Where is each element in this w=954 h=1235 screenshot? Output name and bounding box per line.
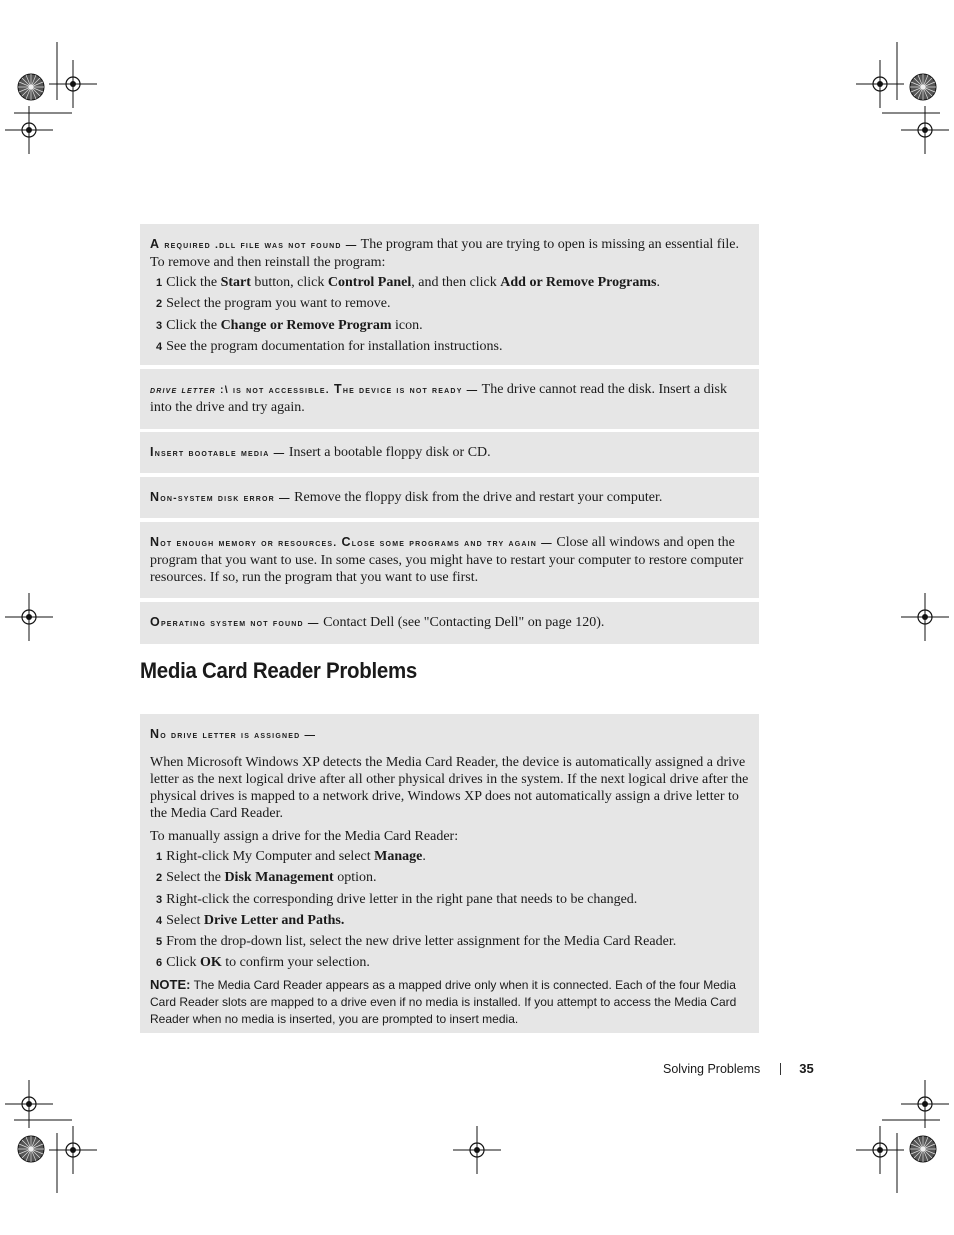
step-item: 4 Select Drive Letter and Paths. bbox=[156, 912, 345, 928]
error-heading: A required .dll file was not found — bbox=[150, 237, 358, 251]
crosshair-mark bbox=[5, 593, 53, 641]
error-box-dll-not-found bbox=[140, 224, 759, 365]
error-description: The drive cannot read the disk. Insert a disk into the drive and try again. bbox=[150, 382, 727, 415]
footer-section-name: Solving Problems bbox=[663, 1061, 761, 1076]
step-item: 6 Click OK to confirm your selection. bbox=[156, 955, 370, 971]
error-description: Contact Dell (see "Contacting Dell" on page 120). bbox=[323, 615, 605, 630]
dial-mark-bottom-left bbox=[18, 1136, 44, 1162]
error-box-non-system-disk bbox=[140, 477, 759, 518]
description-paragraph: When Microsoft Windows XP detects the Media Card Reader, the device is automatically assigned a drive letter as the next logical drive after all other physical drives in the system. If the next logical drive after the physical drives is mapped to a network drive, Windows XP does not automatically assign a drive letter to the Media Card Reader. bbox=[150, 755, 749, 821]
error-box-not-enough-memory bbox=[140, 522, 759, 598]
step-item: 3 Right-click the corresponding drive letter in the right pane that needs to be changed. bbox=[156, 891, 638, 907]
step-item: 3 Click the Change or Remove Program icon. bbox=[156, 317, 423, 333]
error-box-no-drive-letter bbox=[140, 714, 759, 1033]
error-description: Insert a bootable floppy disk or CD. bbox=[288, 445, 491, 460]
error-box-os-not-found bbox=[140, 602, 759, 644]
error-description: Remove the floppy disk from the drive and restart your computer. bbox=[294, 490, 663, 505]
step-item: 2 Select the program you want to remove. bbox=[156, 296, 391, 312]
step-list bbox=[150, 848, 749, 972]
crosshair-mark bbox=[856, 60, 904, 108]
error-heading: Insert bootable media — bbox=[150, 445, 286, 459]
error-box-insert-bootable-media bbox=[140, 432, 759, 473]
page-number: 35 bbox=[799, 1061, 814, 1076]
crosshair-mark bbox=[453, 1126, 501, 1174]
crosshair-mark bbox=[901, 593, 949, 641]
error-description: Close all windows and open the program that you want to use. In some cases, you might have to restart your computer to restore computer resources. If so, run the program that you want to use first. bbox=[150, 535, 744, 585]
step-item: 2 Select the Disk Management option. bbox=[156, 870, 377, 886]
note-text: The Media Card Reader appears as a mapped drive only when it is connected. Each of the four Media Card Reader slots are mapped to a drive even if no media is installed. If you attempt to access the Media Card Reader when no media is inserted, you are prompted to insert media. bbox=[150, 977, 737, 1026]
crosshair-mark bbox=[856, 1126, 904, 1174]
instruction-paragraph: To manually assign a drive for the Media Card Reader: bbox=[150, 829, 459, 844]
dial-mark-bottom-right bbox=[910, 1136, 936, 1162]
crosshair-mark bbox=[5, 1080, 53, 1128]
step-list bbox=[150, 274, 749, 356]
error-heading: Not enough memory or resources. Close some programs and try again — bbox=[150, 535, 553, 549]
step-item: 1 Click the Start button, click Control Panel, and then click Add or Remove Programs. bbox=[156, 275, 660, 290]
crosshair-mark bbox=[49, 1126, 97, 1174]
crosshair-mark bbox=[49, 60, 97, 108]
page-footer bbox=[663, 1061, 814, 1076]
crosshair-mark bbox=[901, 1080, 949, 1128]
step-item: 4 See the program documentation for installation instructions. bbox=[156, 338, 503, 354]
note-label: NOTE: bbox=[150, 976, 191, 992]
dial-mark-top-left bbox=[18, 74, 44, 100]
footer-divider bbox=[780, 1063, 781, 1075]
error-heading: drive letter :\ is not accessible. The device is not ready — bbox=[150, 382, 479, 396]
step-item: 5 From the drop-down list, select the new drive letter assignment for the Media Card Reader. bbox=[156, 934, 677, 950]
error-box-drive-not-accessible bbox=[140, 369, 759, 429]
error-heading: Non-system disk error — bbox=[150, 490, 291, 504]
crosshair-mark bbox=[5, 106, 53, 154]
dial-mark-top-right bbox=[910, 74, 936, 100]
section-title: Media Card Reader Problems bbox=[140, 658, 418, 683]
note bbox=[150, 976, 749, 1028]
error-heading: Operating system not found — bbox=[150, 615, 320, 629]
step-item: 1 Right-click My Computer and select Manage. bbox=[156, 849, 426, 864]
error-heading: No drive letter is assigned — bbox=[150, 727, 317, 741]
error-description: The program that you are trying to open is missing an essential file. To remove and then reinstall the program: bbox=[150, 237, 739, 270]
crosshair-mark bbox=[901, 106, 949, 154]
